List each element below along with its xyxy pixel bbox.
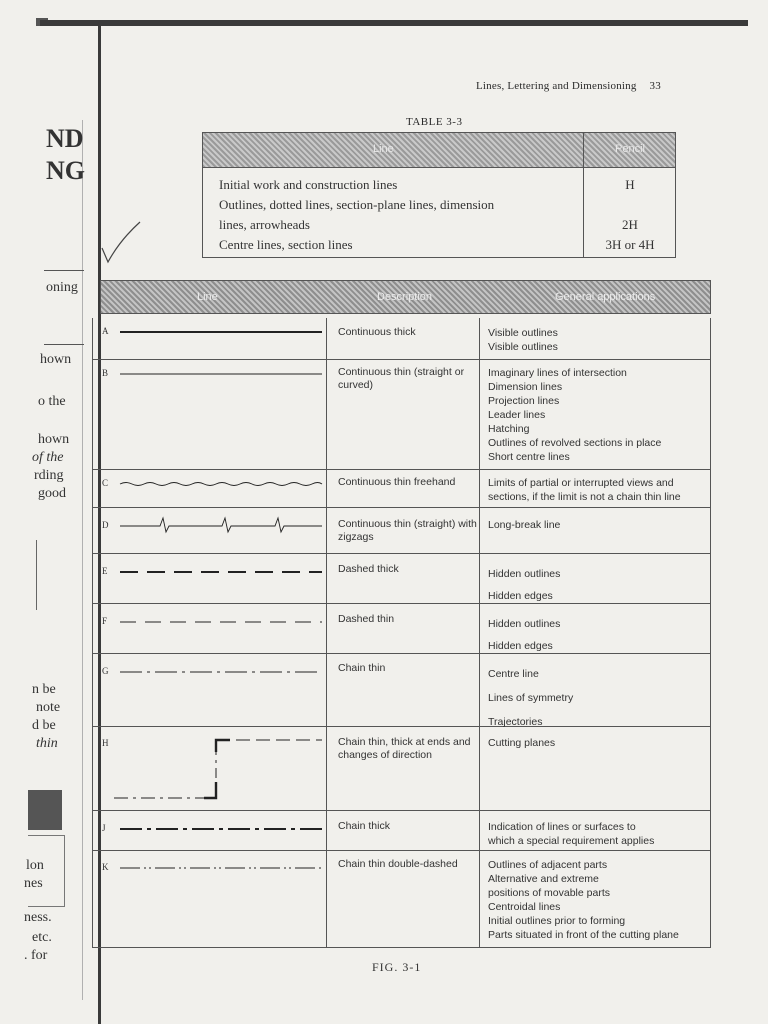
row-applications [488, 563, 708, 607]
facing-page-rule [44, 344, 84, 345]
check-mark-icon [100, 218, 144, 268]
facing-page-text: lon [26, 858, 44, 873]
line-sample-continuous-thick [110, 324, 324, 338]
row-letter: C [102, 478, 109, 488]
row-applications [488, 736, 708, 750]
application-item: Outlines of revolved sections in place [488, 437, 662, 449]
facing-page-text: . for [24, 948, 48, 963]
row-letter: H [102, 738, 109, 748]
facing-page-text: rding [34, 468, 64, 483]
row-applications [488, 820, 708, 848]
row-letter: A [102, 326, 109, 336]
application-item: Hidden outlines [488, 568, 561, 580]
row-letter: K [102, 862, 109, 872]
line-types-table [92, 280, 711, 948]
facing-page [0, 0, 96, 1024]
row-description: Chain thin, thick at ends and changes of direction [338, 736, 471, 761]
table-header [100, 280, 711, 314]
line-sample-chain-thick [110, 821, 324, 835]
application-item: Visible outlines [488, 327, 558, 339]
row-description: Chain thin double-dashed [338, 858, 458, 870]
header-pencil: Pencil [615, 143, 645, 155]
row-divider [92, 359, 711, 360]
application-item: Leader lines [488, 409, 546, 421]
application-item: Dimension lines [488, 381, 563, 393]
header-line: Line [197, 291, 218, 303]
table-header [203, 133, 675, 168]
application-item: Parts situated in front of the cutting plane [488, 929, 679, 941]
table-row-grade: 2H [622, 217, 638, 232]
facing-page-text: hown [38, 432, 70, 447]
application-item: Imaginary lines of intersection [488, 367, 627, 379]
header-line: Line [373, 143, 394, 155]
row-description: Chain thick [338, 820, 390, 832]
row-letter: G [102, 666, 109, 676]
facing-page-text: ness. [24, 910, 52, 925]
application-item: Hidden edges [488, 640, 553, 652]
table-row-text: lines, arrowheads [219, 217, 310, 232]
line-sample-freehand [110, 476, 324, 492]
header-description: Description [377, 291, 433, 303]
facing-page-text: thin [36, 736, 58, 751]
facing-page-text: o the [38, 394, 66, 409]
table-row-text: Outlines, dotted lines, section-plane lines, dimension [219, 197, 495, 212]
row-letter: B [102, 368, 109, 378]
row-description: Continuous thick [338, 326, 416, 338]
facing-page-heading-2: NG [46, 156, 85, 185]
line-sample-cutting-plane [110, 732, 324, 804]
application-item: Centroidal lines [488, 901, 561, 913]
row-applications [488, 476, 708, 504]
header-general-applications: General applications [555, 291, 656, 303]
application-item: Limits of partial or interrupted views and [488, 477, 674, 489]
row-applications [488, 366, 708, 464]
row-applications [488, 518, 708, 532]
running-head [476, 80, 661, 92]
pencil-grade-table [202, 132, 676, 258]
application-item: Long-break line [488, 519, 561, 531]
table-row-text: Centre lines, section lines [219, 237, 353, 252]
table-row-grade: 3H or 4H [605, 237, 655, 252]
column-divider [326, 318, 327, 948]
table-title: TABLE 3-3 [406, 116, 463, 128]
application-item: Hatching [488, 423, 530, 435]
application-item: positions of movable parts [488, 887, 610, 899]
row-applications [488, 858, 708, 942]
line-sample-dashed-thick [110, 564, 324, 578]
row-letter: J [102, 823, 106, 833]
row-divider [92, 850, 711, 851]
facing-page-dark-block [28, 790, 62, 830]
facing-page-text: n be [32, 682, 56, 697]
facing-page-heading-1: ND [46, 124, 84, 153]
row-letter: F [102, 616, 108, 626]
application-item: Trajectories [488, 716, 543, 728]
line-sample-chain-thin [110, 664, 324, 678]
application-item: Alternative and extreme [488, 873, 599, 885]
application-item: which a special requirement applies [488, 835, 655, 847]
column-divider [479, 318, 480, 948]
line-sample-zigzag [110, 512, 324, 536]
row-description: Continuous thin (straight or curved) [338, 366, 465, 391]
line-sample-continuous-thin [110, 366, 324, 380]
application-item: Lines of symmetry [488, 692, 574, 704]
facing-page-text: of the [32, 450, 64, 465]
line-sample-chain-double-dashed [110, 860, 324, 874]
facing-page-text: d be [32, 718, 56, 733]
row-divider [92, 810, 711, 811]
top-edge-shadow [40, 20, 748, 26]
table-row-grade: H [625, 177, 635, 192]
line-sample-dashed-thin [110, 614, 324, 628]
row-description: Chain thin [338, 662, 386, 674]
table-row-text: Initial work and construction lines [219, 177, 398, 192]
application-item: Initial outlines prior to forming [488, 915, 626, 927]
row-letter: D [102, 520, 109, 530]
facing-page-text: good [38, 486, 66, 501]
row-applications [488, 613, 708, 657]
figure-caption: FIG. 3-1 [372, 960, 422, 974]
application-item: sections, if the limit is not a chain thin line [488, 491, 681, 503]
facing-page-rule [36, 540, 37, 610]
row-description: Continuous thin freehand [338, 476, 456, 488]
row-description: Continuous thin (straight) with zigzags [338, 518, 477, 543]
facing-page-text: oning [46, 280, 78, 295]
row-letter: E [102, 566, 108, 576]
application-item: Hidden edges [488, 590, 553, 602]
application-item: Centre line [488, 668, 539, 680]
row-divider [92, 553, 711, 554]
running-head-title: Lines, Lettering and Dimensioning [476, 80, 637, 92]
row-description: Dashed thin [338, 613, 395, 625]
row-divider [92, 469, 711, 470]
facing-page-text: nes [24, 876, 43, 891]
application-item: Short centre lines [488, 451, 570, 463]
row-description: Dashed thick [338, 563, 399, 575]
application-item: Outlines of adjacent parts [488, 859, 608, 871]
facing-page-text: etc. [32, 930, 52, 945]
row-applications [488, 326, 708, 354]
row-applications [488, 662, 708, 734]
application-item: Indication of lines or surfaces to [488, 821, 636, 833]
application-item: Projection lines [488, 395, 560, 407]
application-item: Visible outlines [488, 341, 558, 353]
facing-page-text: hown [40, 352, 72, 367]
row-divider [92, 507, 711, 508]
page-number: 33 [649, 80, 661, 92]
facing-page-rule [44, 270, 84, 271]
application-item: Hidden outlines [488, 618, 561, 630]
facing-page-text: note [36, 700, 61, 715]
application-item: Cutting planes [488, 737, 556, 749]
